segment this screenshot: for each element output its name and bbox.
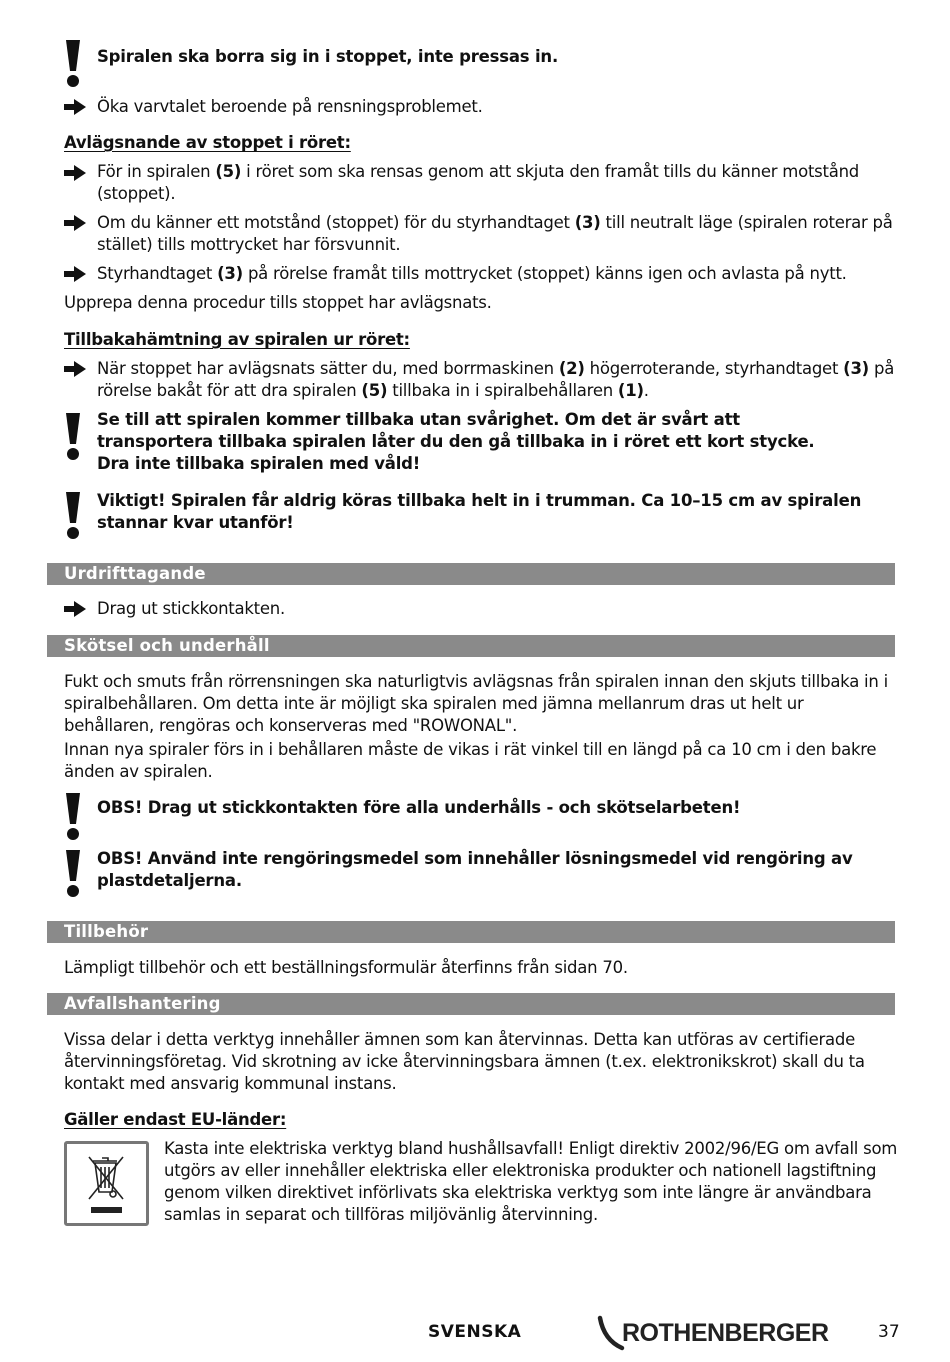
maintenance-paragraph-2: Innan nya spiraler förs in i behållaren måste de vikas i rät vinkel till en längd på ca 10 cm i den bakre änden av spiralen.	[64, 740, 877, 781]
warning-never-full-retract: Viktigt! Spiralen får aldrig köras tillbaka helt in i trumman. Ca 10–15 cm av spiralen stannar kvar utanför!	[97, 491, 862, 532]
eu-weee-text: Kasta inte elektriska verktyg bland hushållsavfall! Enligt direktiv 2002/96/EG om avfall som utgörs av eller innehåller elektriska eller elektroniska produkter och nationell lagstiftning genom vilken direktivet införlivats ska elektriska verktyg som inte längre är användbara samlas in separat och tillföras miljövänlig återvinning.	[164, 1139, 898, 1224]
brand-logo	[596, 1314, 846, 1354]
crossed-out-wheelie-bin-icon	[67, 1144, 146, 1223]
warning-retrieval-difficulty: Se till att spiralen kommer tillbaka utan svårighet. Om det är svårt att transportera tillbaka spiralen låter du den gå tillbaka in i röret ett kort stycke. Dra inte tillbaka spiralen med våld!	[97, 410, 815, 473]
removal-step-2: Om du känner ett motstånd (stoppet) för du styrhandtaget (3) till neutralt läge (spiralen roterar på stället) tills mottrycket har försvunnit.	[97, 213, 893, 254]
exclamation-icon	[62, 793, 84, 841]
warning-no-solvents: OBS! Använd inte rengöringsmedel som innehåller lösningsmedel vid rengöring av plastdetaljerna.	[97, 849, 853, 890]
section-bar-maintenance: Skötsel och underhåll	[47, 635, 895, 657]
brand-wordmark: ROTHENBERGER	[622, 1319, 829, 1347]
step-increase-speed: Öka varvtalet beroende på rensningsproblemet.	[97, 97, 483, 116]
section-bar-disposal: Avfallshantering	[47, 993, 895, 1015]
warning-unplug-before-maintenance: OBS! Drag ut stickkontakten före alla underhålls - och skötselarbeten!	[97, 798, 741, 817]
arrow-right-icon	[64, 99, 86, 115]
exclamation-icon	[62, 413, 84, 461]
section-bar-accessories: Tillbehör	[47, 921, 895, 943]
disposal-text: Vissa delar i detta verktyg innehåller ämnen som kan återvinnas. Detta kan utföras av certifierade återvinningsföretag. Vid skrotning av icke återvinningsbara ämnen (t.ex. elektronikskrot) skall du ta kontakt med ansvarig kommunal instans.	[64, 1030, 865, 1093]
warning-drill-in: Spiralen ska borra sig in i stoppet, inte pressas in.	[97, 47, 559, 66]
exclamation-icon	[62, 850, 84, 898]
section-heading-removal: Avlägsnande av stoppet i röret:	[64, 133, 351, 152]
rothenberger-logo-icon	[596, 1314, 846, 1354]
arrow-right-icon	[64, 266, 86, 282]
weee-symbol-box	[64, 1141, 149, 1226]
retrieval-step-1: När stoppet har avlägsnats sätter du, med borrmaskinen (2) högerroterande, styrhandtaget (3) på rörelse bakåt för att dra spiralen (5) tillbaka in i spiralbehållaren (1).	[97, 359, 895, 400]
removal-step-1: För in spiralen (5) i röret som ska rensas genom att skjuta den framåt tills du känner motstånd (stoppet).	[97, 162, 860, 203]
arrow-right-icon	[64, 601, 86, 617]
arrow-right-icon	[64, 215, 86, 231]
accessories-text: Lämpligt tillbehör och ett beställningsformulär återfinns från sidan 70.	[64, 958, 628, 977]
maintenance-paragraph-1: Fukt och smuts från rörrensningen ska naturligtvis avlägsnas från spiralen innan den skjuts tillbaka in i spiralbehållaren. Om detta inte är möjligt ska spiralen med jämna mellanrum dras ut helt ur behållaren, rengöras och konserveras med "ROWONAL".	[64, 672, 888, 735]
exclamation-icon	[62, 40, 84, 88]
page-number: 37	[878, 1322, 900, 1342]
exclamation-icon	[62, 492, 84, 540]
eu-heading: Gäller endast EU-länder:	[64, 1110, 287, 1129]
arrow-right-icon	[64, 165, 86, 181]
section-heading-retrieval: Tillbakahämtning av spiralen ur röret:	[64, 330, 410, 349]
removal-step-3: Styrhandtaget (3) på rörelse framåt tills mottrycket (stoppet) känns igen och avlasta på nytt.	[97, 264, 847, 283]
removal-repeat-note: Upprepa denna procedur tills stoppet har avlägsnats.	[64, 293, 492, 312]
arrow-right-icon	[64, 361, 86, 377]
shutdown-step: Drag ut stickkontakten.	[97, 599, 285, 618]
section-bar-shutdown: Urdrifttagande	[47, 563, 895, 585]
footer-language: SVENSKA	[428, 1322, 522, 1342]
